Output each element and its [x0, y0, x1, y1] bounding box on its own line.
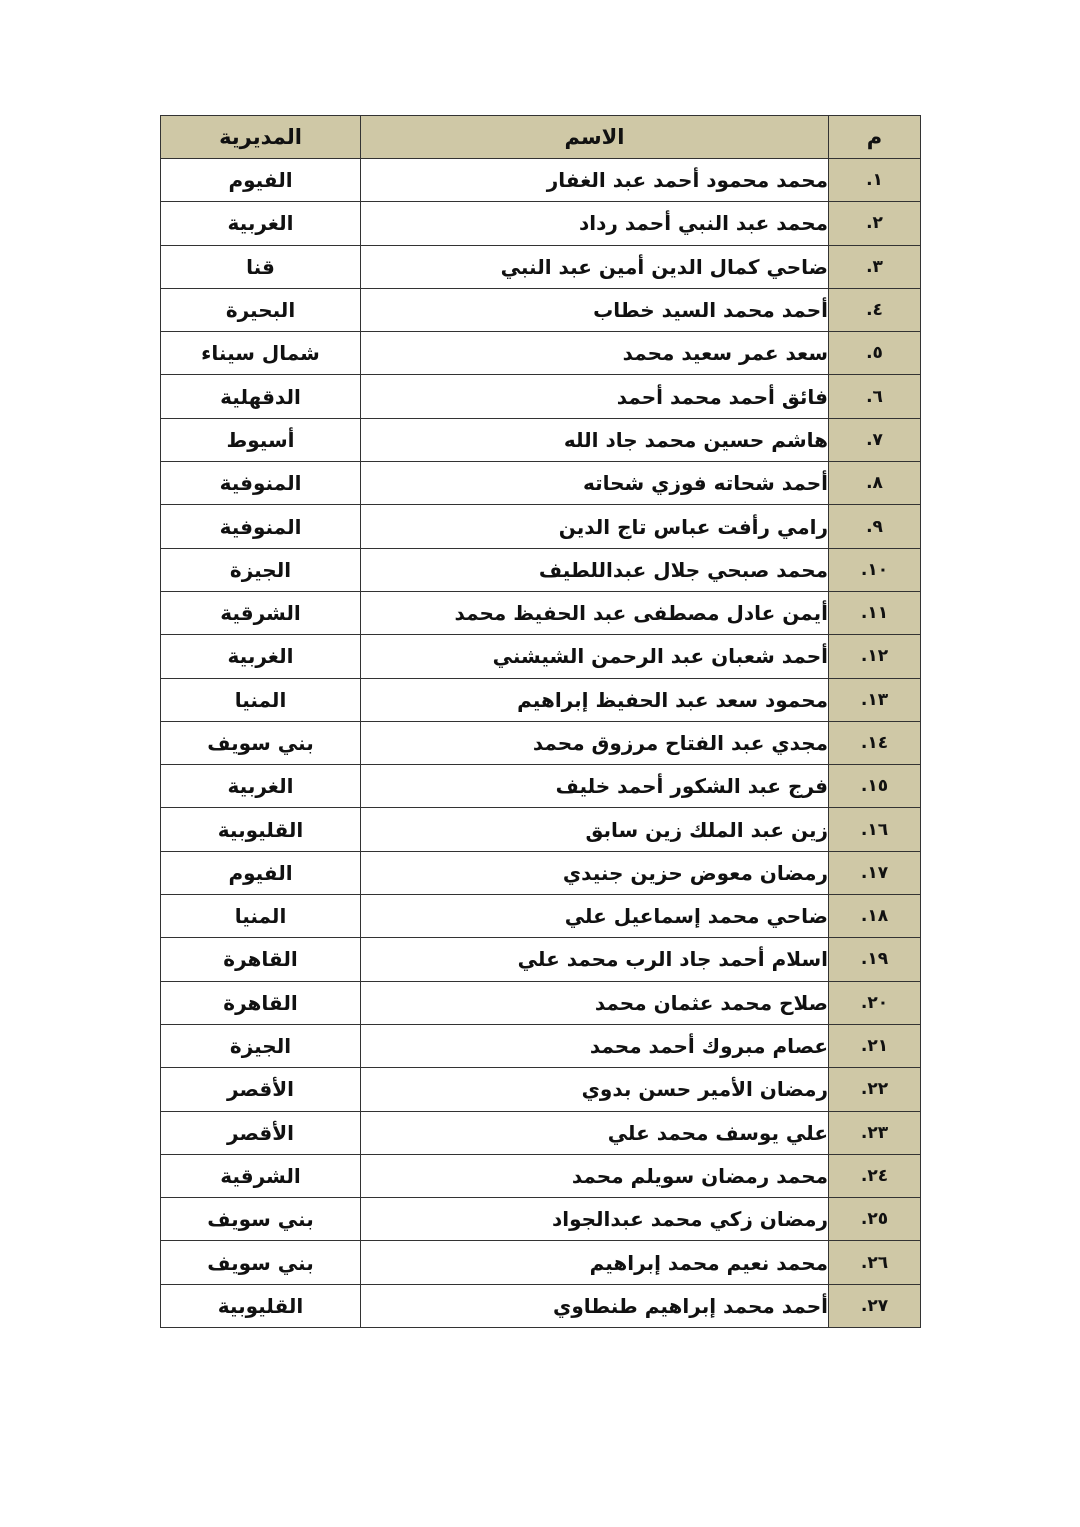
row-name: محمد محمود أحمد عبد الغفار: [361, 159, 829, 202]
row-governorate: الدقهلية: [161, 375, 361, 418]
row-name: ضاحي كمال الدين أمين عبد النبي: [361, 245, 829, 288]
row-number: ١٩.: [829, 938, 921, 981]
row-name: محمود سعد عبد الحفيظ إبراهيم: [361, 678, 829, 721]
row-governorate: الجيزة: [161, 1024, 361, 1067]
row-name: محمد رمضان سويلم محمد: [361, 1154, 829, 1197]
row-name: اسلام أحمد جاد الرب محمد علي: [361, 938, 829, 981]
row-number: ١٠.: [829, 548, 921, 591]
table-row: [161, 548, 921, 591]
table-row: [161, 1284, 921, 1327]
table-row: [161, 635, 921, 678]
table-row: [161, 1068, 921, 1111]
table-row: [161, 808, 921, 851]
row-governorate: قنا: [161, 245, 361, 288]
row-number: ٦.: [829, 375, 921, 418]
row-name: مجدي عبد الفتاح مرزوق محمد: [361, 721, 829, 764]
table-row: [161, 591, 921, 634]
names-table: [160, 115, 921, 1328]
row-number: ٥.: [829, 332, 921, 375]
row-governorate: بني سويف: [161, 721, 361, 764]
row-number: ١.: [829, 159, 921, 202]
row-governorate: القاهرة: [161, 981, 361, 1024]
row-name: سعد عمر سعيد محمد: [361, 332, 829, 375]
row-governorate: الفيوم: [161, 851, 361, 894]
row-governorate: المنيا: [161, 678, 361, 721]
row-number: ٢.: [829, 202, 921, 245]
row-number: ١٤.: [829, 721, 921, 764]
row-name: أحمد شحاته فوزي شحاته: [361, 462, 829, 505]
table-row: [161, 765, 921, 808]
row-name: هاشم حسين محمد جاد الله: [361, 418, 829, 461]
row-name: أحمد محمد السيد خطاب: [361, 288, 829, 331]
row-name: علي يوسف محمد علي: [361, 1111, 829, 1154]
table-row: [161, 288, 921, 331]
table-row: [161, 851, 921, 894]
row-governorate: المنوفية: [161, 505, 361, 548]
table-row: [161, 332, 921, 375]
row-number: ٨.: [829, 462, 921, 505]
row-number: ٢٠.: [829, 981, 921, 1024]
document-sheet: [160, 115, 920, 1328]
table-row: [161, 1198, 921, 1241]
row-name: محمد صبحي جلال عبداللطيف: [361, 548, 829, 591]
row-name: أحمد شعبان عبد الرحمن الشيشني: [361, 635, 829, 678]
header-name: الاسم: [361, 116, 829, 159]
table-row: [161, 1154, 921, 1197]
row-name: فرج عبد الشكور أحمد خليف: [361, 765, 829, 808]
row-name: أيمن عادل مصطفى عبد الحفيظ محمد: [361, 591, 829, 634]
row-name: رمضان الأمير حسن بدوي: [361, 1068, 829, 1111]
row-number: ٩.: [829, 505, 921, 548]
header-number: م: [829, 116, 921, 159]
table-row: [161, 981, 921, 1024]
row-number: ٢٥.: [829, 1198, 921, 1241]
row-governorate: القليوبية: [161, 808, 361, 851]
row-number: ٢٧.: [829, 1284, 921, 1327]
row-name: ضاحي محمد إسماعيل علي: [361, 895, 829, 938]
table-row: [161, 245, 921, 288]
row-governorate: الأقصر: [161, 1068, 361, 1111]
row-number: ٤.: [829, 288, 921, 331]
table-row: [161, 418, 921, 461]
row-name: صلاح محمد عثمان محمد: [361, 981, 829, 1024]
table-row: [161, 202, 921, 245]
row-name: محمد نعيم محمد إبراهيم: [361, 1241, 829, 1284]
row-number: ٢٤.: [829, 1154, 921, 1197]
row-governorate: المنيا: [161, 895, 361, 938]
table-row: [161, 938, 921, 981]
row-number: ٧.: [829, 418, 921, 461]
row-name: أحمد محمد إبراهيم طنطاوي: [361, 1284, 829, 1327]
row-governorate: بني سويف: [161, 1198, 361, 1241]
row-name: رمضان زكي محمد عبدالجواد: [361, 1198, 829, 1241]
row-governorate: أسيوط: [161, 418, 361, 461]
row-number: ١٦.: [829, 808, 921, 851]
row-number: ١٥.: [829, 765, 921, 808]
row-governorate: الغربية: [161, 202, 361, 245]
table-row: [161, 1111, 921, 1154]
table-row: [161, 895, 921, 938]
row-governorate: الغربية: [161, 765, 361, 808]
row-number: ١٨.: [829, 895, 921, 938]
row-governorate: الجيزة: [161, 548, 361, 591]
table-row: [161, 1024, 921, 1067]
row-number: ١٧.: [829, 851, 921, 894]
table-row: [161, 505, 921, 548]
header-governorate: المديرية: [161, 116, 361, 159]
row-governorate: المنوفية: [161, 462, 361, 505]
row-number: ٢١.: [829, 1024, 921, 1067]
header-row: [161, 116, 921, 159]
row-governorate: شمال سيناء: [161, 332, 361, 375]
table-row: [161, 721, 921, 764]
row-name: فائق أحمد محمد أحمد: [361, 375, 829, 418]
row-number: ٢٣.: [829, 1111, 921, 1154]
table-row: [161, 462, 921, 505]
row-name: زين عبد الملك زين سابق: [361, 808, 829, 851]
table-body: [161, 159, 921, 1328]
row-governorate: الشرقية: [161, 1154, 361, 1197]
table-header: [161, 116, 921, 159]
row-name: رامي رأفت عباس تاج الدين: [361, 505, 829, 548]
row-governorate: الشرقية: [161, 591, 361, 634]
row-number: ١٢.: [829, 635, 921, 678]
table-row: [161, 1241, 921, 1284]
row-governorate: الفيوم: [161, 159, 361, 202]
row-name: رمضان معوض حزين جنيدي: [361, 851, 829, 894]
row-governorate: الأقصر: [161, 1111, 361, 1154]
row-governorate: البحيرة: [161, 288, 361, 331]
row-governorate: القليوبية: [161, 1284, 361, 1327]
row-name: محمد عبد النبي أحمد رداد: [361, 202, 829, 245]
row-number: ١٣.: [829, 678, 921, 721]
row-governorate: القاهرة: [161, 938, 361, 981]
row-number: ٣.: [829, 245, 921, 288]
row-name: عصام مبروك أحمد محمد: [361, 1024, 829, 1067]
table-row: [161, 159, 921, 202]
row-governorate: بني سويف: [161, 1241, 361, 1284]
table-row: [161, 375, 921, 418]
table-row: [161, 678, 921, 721]
row-governorate: الغربية: [161, 635, 361, 678]
row-number: ٢٦.: [829, 1241, 921, 1284]
row-number: ٢٢.: [829, 1068, 921, 1111]
row-number: ١١.: [829, 591, 921, 634]
